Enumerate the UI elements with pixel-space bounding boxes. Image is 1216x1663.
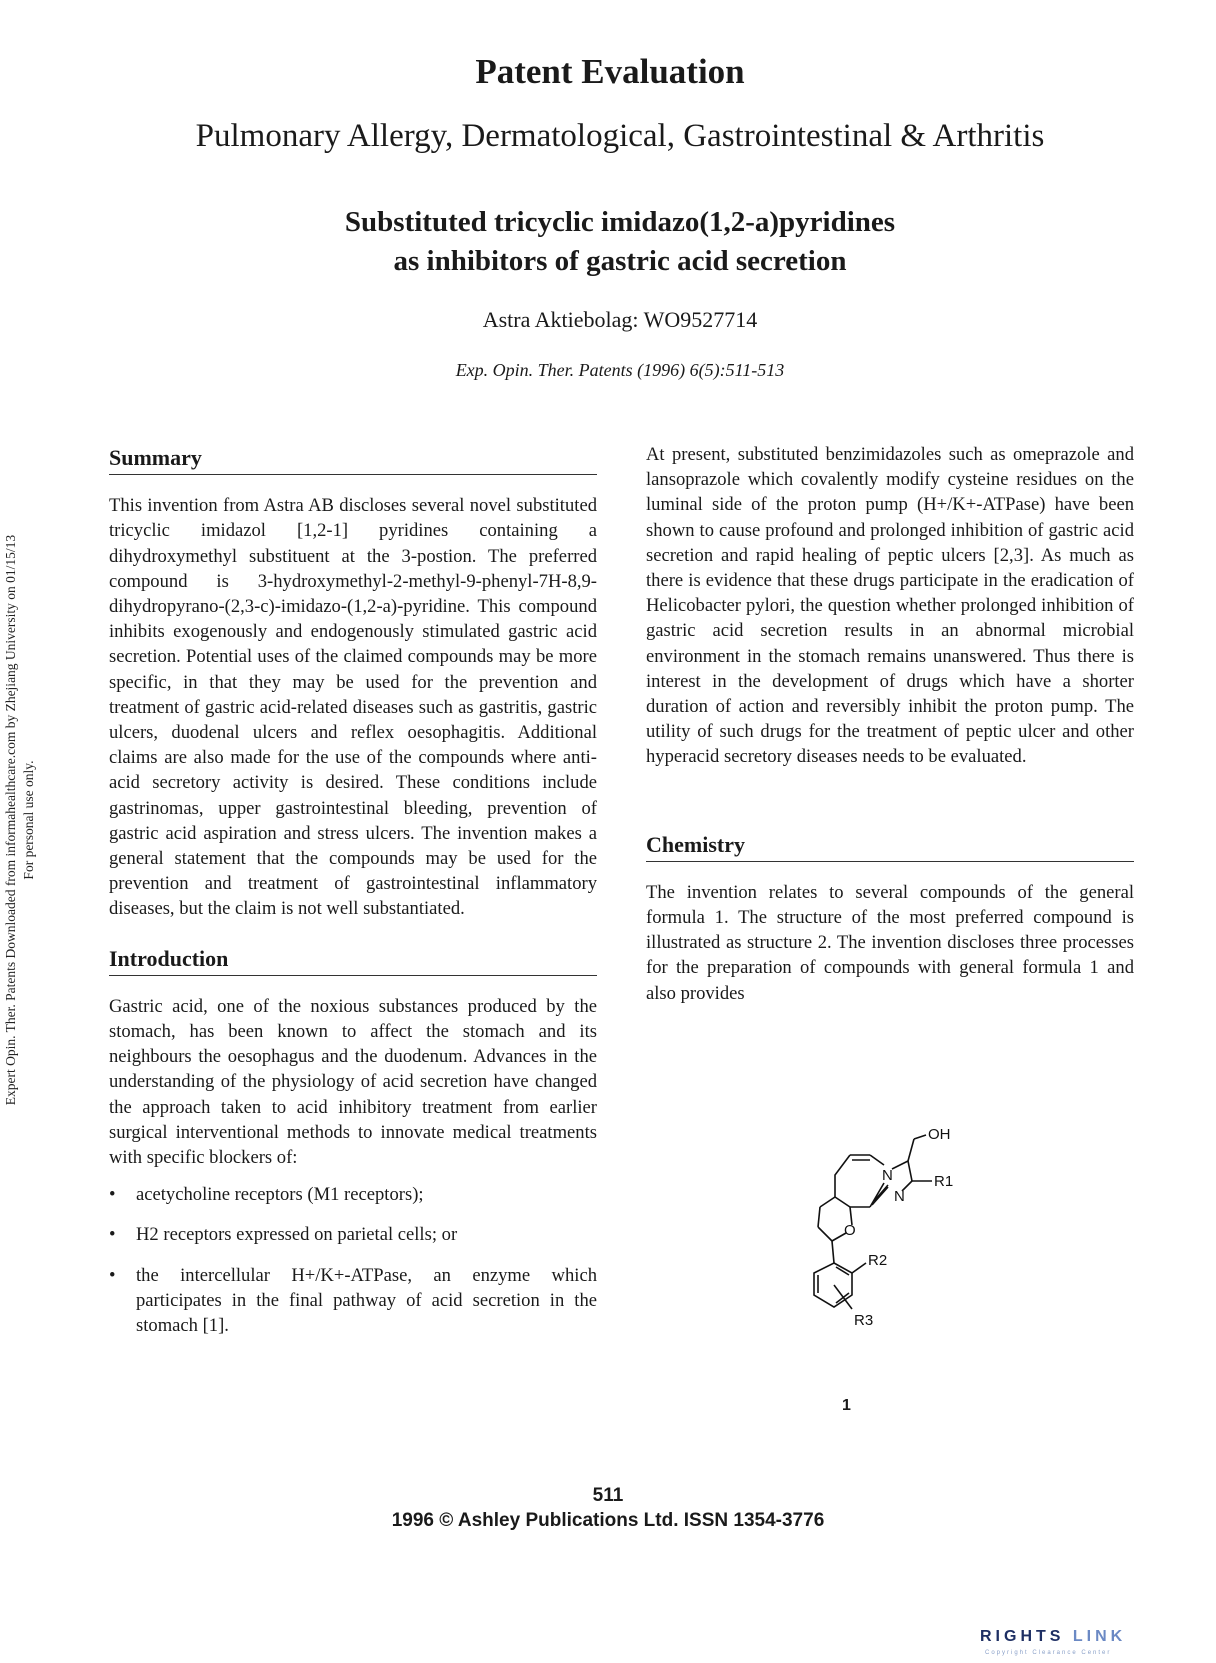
list-item-text: the intercellular H+/K+-ATPase, an enzyme which participates in the final pathway of acid secretion in the stomach [1].: [136, 1264, 597, 1337]
article-title-line-1: Substituted tricyclic imidazo(1,2-a)pyridines: [344, 206, 896, 238]
r2-label: R2: [868, 1252, 888, 1269]
download-note-line-1: Expert Opin. Ther. Patents Downloaded from informahealthcare.com by Zhejiang University on 01/15/13: [3, 534, 18, 1106]
introduction-heading: Introduction: [109, 946, 597, 976]
download-note: [2, 440, 38, 1200]
r1-label: R1: [934, 1173, 954, 1190]
bullet-icon: •: [109, 1184, 116, 1206]
nitrogen-label-2: N: [894, 1188, 905, 1205]
journal-citation: Exp. Opin. Ther. Patents (1996) 6(5):511-513: [455, 360, 785, 380]
compound-number: 1: [842, 1397, 851, 1414]
blocker-list: [109, 1182, 597, 1338]
category-heading: Pulmonary Allergy, Dermatological, Gastrointestinal & Arthritis: [195, 118, 1045, 154]
list-item: [109, 1222, 597, 1247]
page-number: 511: [592, 1485, 624, 1506]
left-column: [109, 445, 597, 1353]
introduction-paragraph: Gastric acid, one of the noxious substances produced by the stomach, has been known to affect the stomach and its neighbours the oesophagus and the duodenum. Advances in the understanding of the physiology of acid secretion have changed the approach taken to acid inhibitory treatment from earlier surgical interventional methods to innovate medical treatments with specific blockers of:: [109, 995, 597, 1169]
summary-heading: Summary: [109, 445, 597, 475]
chemistry-paragraph: The invention relates to several compounds of the general formula 1. The structure of the most preferred compound is illustrated as structure 2. The invention discloses three processes for the preparation of compounds with general formula 1 and also provides: [646, 881, 1134, 1004]
copyright-line: 1996 © Ashley Publications Ltd. ISSN 1354-3776: [391, 1510, 825, 1531]
rightslink-link: LINK: [1072, 1628, 1127, 1645]
section-title: Patent Evaluation: [475, 52, 745, 91]
article-title-line-2: as inhibitors of gastric acid secretion: [393, 245, 847, 277]
list-item: [109, 1263, 597, 1339]
article-title: [200, 203, 1040, 281]
chemical-structure-diagram: [790, 1125, 990, 1375]
list-item-text: H2 receptors expressed on parietal cells; or: [136, 1224, 458, 1246]
bullet-icon: •: [109, 1264, 116, 1286]
list-item: [109, 1182, 597, 1207]
bullet-icon: •: [109, 1224, 116, 1246]
oh-label: OH: [928, 1126, 951, 1143]
list-item-text: acetycholine receptors (M1 receptors);: [136, 1184, 424, 1206]
r3-label: R3: [854, 1312, 874, 1329]
chemistry-heading: Chemistry: [646, 832, 1134, 862]
oxygen-label: O: [844, 1222, 856, 1239]
author-line: Astra Aktiebolag: WO9527714: [482, 307, 758, 332]
rightslink-subtitle: Copyright Clearance Center: [985, 1650, 1112, 1656]
rightslink-logo[interactable]: [980, 1628, 1126, 1646]
introduction-continued-paragraph: At present, substituted benzimidazoles such as omeprazole and lansoprazole which covalently modify cysteine residues on the luminal side of the proton pump (H+/K+-ATPase) have been shown to cause profound and prolonged inhibition of gastric acid secretion and rapid healing of peptic ulcers [2,3]. As much as there is evidence that these drugs participate in the eradication of Helicobacter pylori, the question whether prolonged inhibition of gastric acid secretion results in an abnormal microbial environment in the stomach remains unanswered. Thus there is interest in the development of drugs which have a shorter duration of action and reversibly inhibit the proton pump. The utility of such drugs for the treatment of peptic ulcer and other hyperacid secretory diseases needs to be evaluated.: [646, 444, 1134, 768]
rightslink-rights: RIGHTS: [980, 1628, 1065, 1645]
download-note-line-2: For personal use only.: [21, 760, 36, 880]
nitrogen-label-1: N: [882, 1167, 893, 1184]
summary-paragraph: This invention from Astra AB discloses several novel substituted tricyclic imidazol [1,2-1] pyridines containing a dihydroxymethyl substituent at the 3-postion. The preferred compound is 3-hydroxymethyl-2-methyl-9-phenyl-7H-8,9-dihydropyrano-(2,3-c)-imidazo-(1,2-a)-pyridine. This compound inhibits exogenously and endogenously stimulated gastric acid secretion. Potential uses of the claimed compounds may be more specific, in that they may be used for the prevention and treatment of gastric acid-related diseases such as gastritis, gastric ulcers, duodenal ulcers and reflex oesophagitis. Additional claims are also made for the use of the compounds where anti-acid secretory activity is desired. These conditions include gastrinomas, upper gastrointestinal bleeding, prevention of gastric acid aspiration and stress ulcers. The invention makes a general statement that the compounds may be used for the prevention and treatment of gastrointestinal inflammatory diseases, but the claim is not well substantiated.: [109, 495, 597, 920]
right-column: [646, 442, 1134, 1006]
